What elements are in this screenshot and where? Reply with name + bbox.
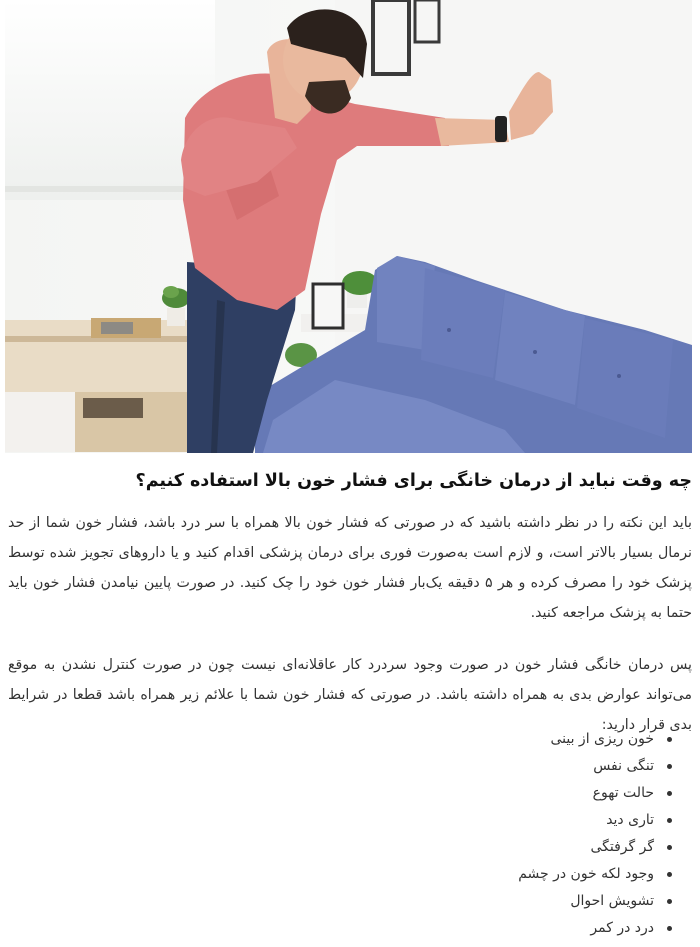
list-item bbox=[8, 834, 692, 861]
list-item bbox=[8, 861, 692, 888]
bullet-icon bbox=[667, 926, 672, 931]
list-item bbox=[8, 888, 692, 915]
paragraph-warning: باید این نکته را در نظر داشته باشید که در صورتی که فشار خون بالا همراه با سر درد باشد، فشار خون شما از حد نرمال بسیار بالاتر است، و لازم است به‌صورت فوری برای درمان پزشکی اقدام کنید و یا داروهای تجویز شده توسط پزشک خود را مصرف کرده و هر ۵ دقیقه یک‌بار فشار خون خود را چک کنید. در صورت پایین نیامدن فشار خون باید حتما به پزشک مراجعه کنید. bbox=[8, 515, 692, 621]
bullet-icon bbox=[667, 818, 672, 823]
bullet-icon bbox=[667, 872, 672, 877]
list-item-text: وجود لکه خون در چشم bbox=[518, 866, 654, 882]
bullet-icon bbox=[667, 764, 672, 769]
list-item-text: گر گرفتگی bbox=[590, 839, 654, 855]
article-body bbox=[8, 458, 692, 936]
list-item bbox=[8, 753, 692, 780]
list-item-text: خون ریزی از بینی bbox=[550, 731, 654, 747]
symptoms-list bbox=[8, 726, 692, 942]
bullet-icon bbox=[667, 791, 672, 796]
list-item bbox=[8, 726, 692, 753]
list-item-text: تشویش احوال bbox=[570, 893, 654, 909]
list-item-text: درد در کمر bbox=[590, 920, 654, 936]
bullet-icon bbox=[667, 845, 672, 850]
paragraph-symptoms-intro: پس درمان خانگی فشار خون در صورت وجود سردرد کار عاقلانه‌ای نیست چون در صورت کنترل نشدن به موقع می‌تواند عوارض بدی به همراه داشته باشد. در صورتی که فشار خون شما با علائم زیر همراه باشد قطعا در شرایط بدی قرار دارید: bbox=[8, 657, 692, 733]
list-item-text: حالت تهوع bbox=[592, 785, 654, 801]
list-item-text: تاری دید bbox=[606, 812, 654, 828]
bullet-icon bbox=[667, 737, 672, 742]
hero-illustration bbox=[5, 0, 692, 453]
wooden-sideboard bbox=[5, 318, 195, 452]
list-item bbox=[8, 780, 692, 807]
hero-image bbox=[5, 0, 692, 453]
section-heading: چه وقت نباید از درمان خانگی برای فشار خون بالا استفاده کنیم؟ bbox=[135, 471, 692, 491]
bullet-icon bbox=[667, 899, 672, 904]
list-item-text: تنگی نفس bbox=[593, 758, 654, 774]
list-item bbox=[8, 915, 692, 942]
list-item bbox=[8, 807, 692, 834]
